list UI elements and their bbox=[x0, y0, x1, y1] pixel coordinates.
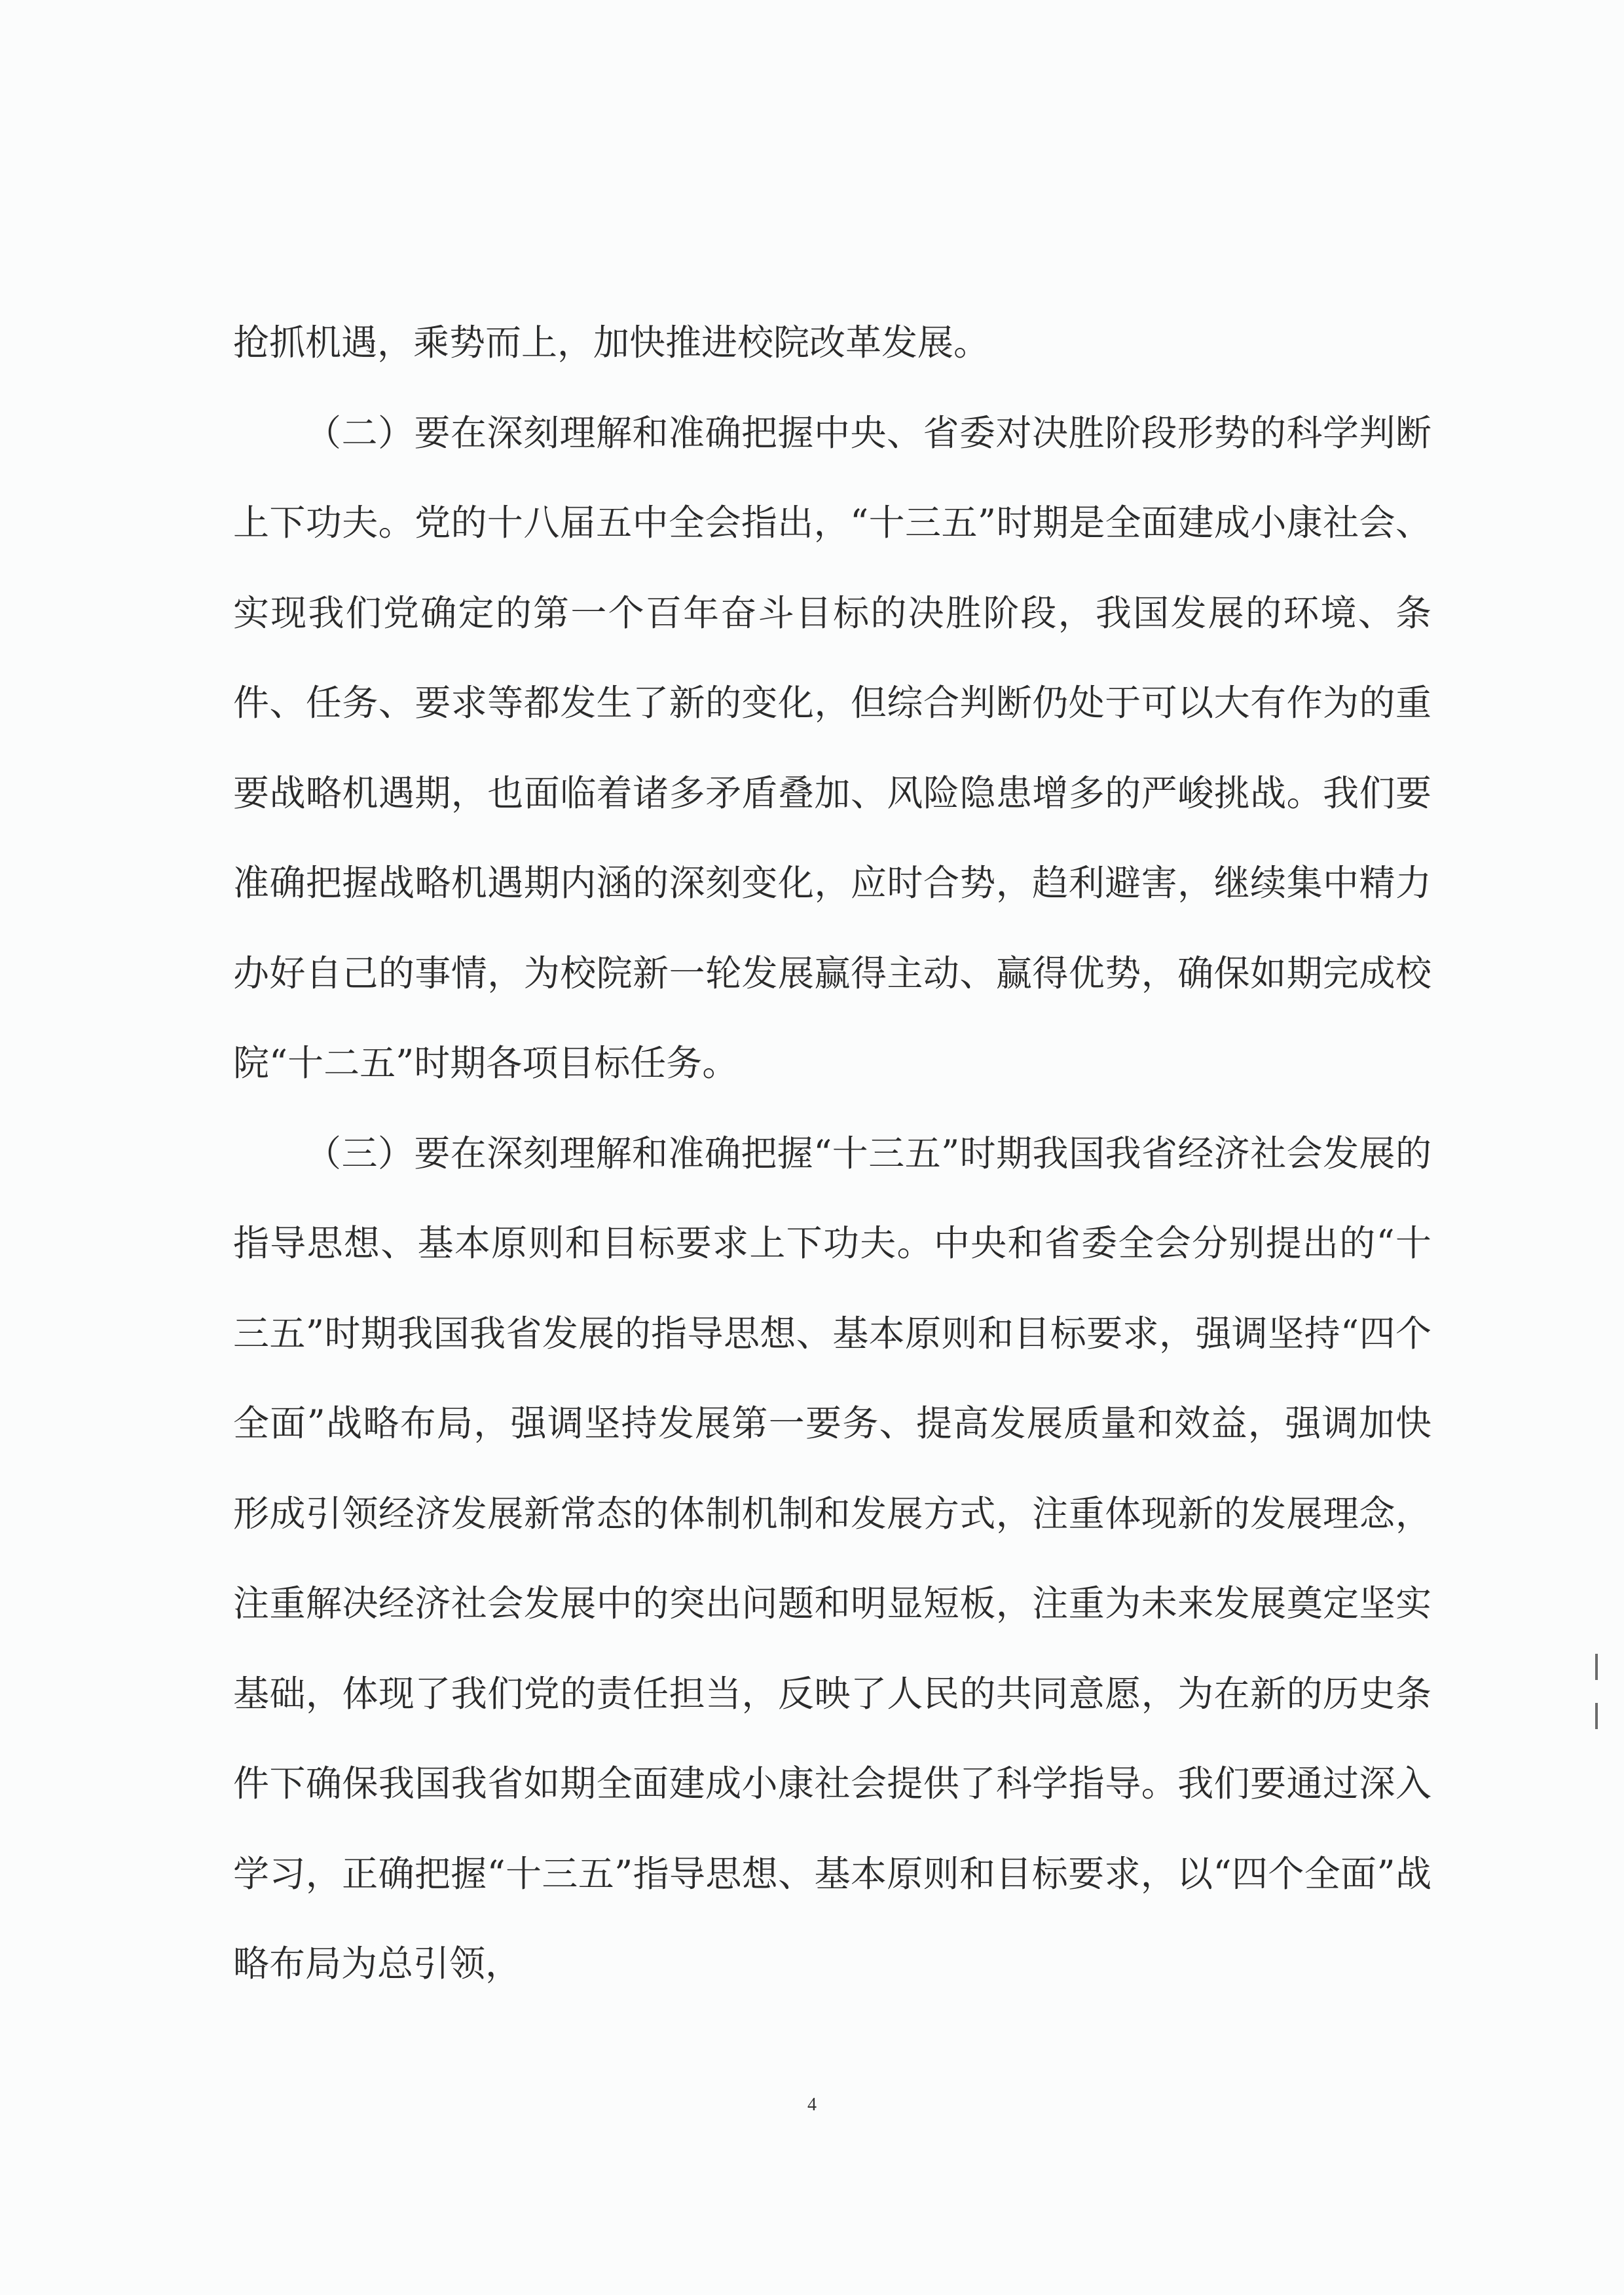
page-number: 4 bbox=[807, 2095, 817, 2115]
paragraph-section-three: （三）要在深刻理解和准确把握“十三五”时期我国我省经济社会发展的指导思想、基本原则和目标要求上下功夫。中央和省委全会分别提出的“十三五”时期我国我省发展的指导思想、基本原则和目标要求，强调坚持“四个全面”战略布局，强调坚持发展第一要务、提高发展质量和效益，强调加快形成引领经济发展新常态的体制机制和发展方式，注重体现新的发展理念，注重解决经济社会发展中的突出问题和明显短板，注重为未来发展奠定坚实基础，体现了我们党的责任担当，反映了人民的共同意愿，为在新的历史条件下确保我国我省如期全面建成小康社会提供了科学指导。我们要通过深入学习，正确把握“十三五”指导思想、基本原则和目标要求，以“四个全面”战略布局为总引领， bbox=[233, 1132, 1431, 1985]
binding-mark bbox=[1595, 1654, 1598, 1680]
paragraph-continuation: 抢抓机遇，乘势而上，加快推进校院改革发展。 bbox=[233, 322, 990, 364]
binding-mark bbox=[1595, 1703, 1598, 1729]
paragraph-section-two: （二）要在深刻理解和准确把握中央、省委对决胜阶段形势的科学判断上下功夫。党的十八届五中全会指出，“十三五”时期是全面建成小康社会、实现我们党确定的第一个百年奋斗目标的决胜阶段，我国发展的环境、条件、任务、要求等都发生了新的变化，但综合判断仍处于可以大有作为的重要战略机遇期，也面临着诸多矛盾叠加、风险隐患增多的严峻挑战。我们要准确把握战略机遇期内涵的深刻变化，应时合势，趋利避害，继续集中精力办好自己的事情，为校院新一轮发展赢得主动、赢得优势，确保如期完成校院“十二五”时期各项目标任务。 bbox=[233, 411, 1431, 1084]
document-body bbox=[233, 298, 1431, 2009]
